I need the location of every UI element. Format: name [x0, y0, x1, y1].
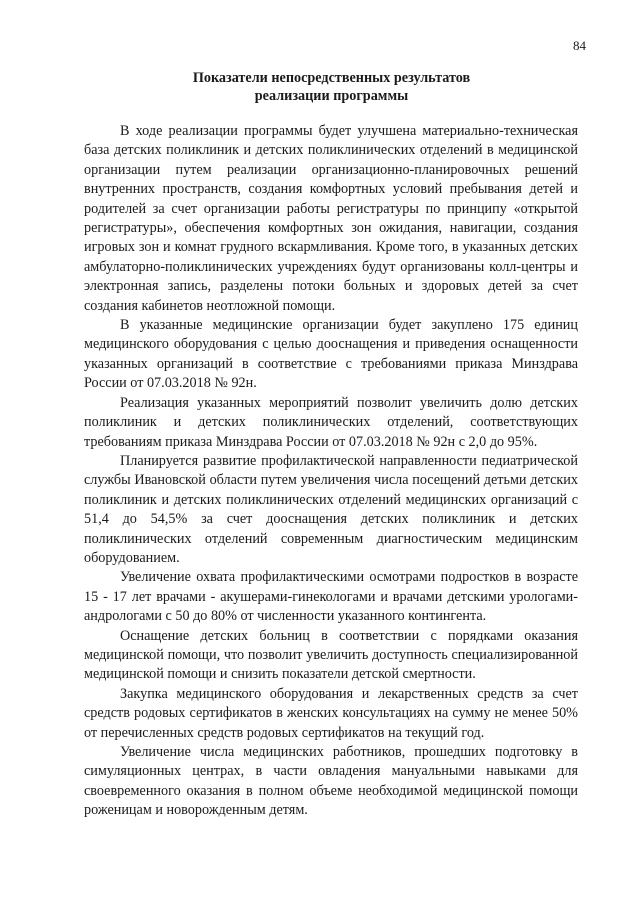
paragraph-hospital-equipment: Оснащение детских больниц в соответствии с порядками оказания медицинской помощи, что позволит увеличить доступность специализированной медицинской помощи и снизить показатели детской смертности.	[84, 627, 578, 683]
paragraph-compliance-share: Реализация указанных мероприятий позволит увеличить долю детских поликлиник и детских поликлинических отделений, соответствующих требованиям приказа Минздрава России от 07.03.2018 № 92н с 2,0 до 95%.	[84, 394, 578, 450]
paragraph-equipment-purchase: В указанные медицинские организации будет закуплено 175 единиц медицинского оборудования с целью дооснащения и приведения оснащенности указанных организаций в соответствие с требованиями приказа Минздрава России от 07.03.2018 № 92н.	[84, 317, 578, 392]
section-title-line-2: реализации программы	[254, 87, 409, 104]
paragraph-simulation-training: Увеличение числа медицинских работников, прошедших подготовку в симуляционных центрах, в части овладения мануальными навыками для своевременного оказания в полном объеме необходимой медицинской помощи роженицам и новорожденным детям.	[84, 744, 578, 819]
paragraph-birth-certificates: Закупка медицинского оборудования и лекарственных средств за счет средств родовых сертификатов в женских консультациях на сумму не менее 50% от перечисленных средств родовых сертификатов на текущий год.	[84, 685, 578, 741]
section-title-line-1: Показатели непосредственных результатов	[192, 70, 471, 86]
page-number: 84	[573, 38, 586, 53]
body-text	[84, 122, 578, 821]
paragraph-adolescent-screening: Увеличение охвата профилактическими осмотрами подростков в возрасте 15 - 17 лет врачами - акушерами-гинекологами и врачами детскими урологами-андрологами с 50 до 80% от численности указанного контингента.	[84, 569, 578, 625]
paragraph-preventive-visits: Планируется развитие профилактической направленности педиатрической службы Ивановской области путем увеличения числа посещений детьми детских поликлиник и детских поликлинических отделений медицинских организаций с 51,4 до 54,5% за счет дооснащения детских поликлиник и детских поликлинических отделений современным диагностическим медицинским оборудованием.	[84, 452, 578, 566]
paragraph-infrastructure: В ходе реализации программы будет улучшена материально-техническая база детских поликлиник и детских поликлинических отделений в медицинской организации путем реализации организационно-планировочных решений внутренних пространств, создания комфортных условий пребывания детей и родителей за счет организации работы регистратуры по принципу «открытой регистратуры», обеспечения комфортных зон ожидания, навигации, создания игровых зон и комнат грудного вскармливания. Кроме того, в указанных детских амбулаторно-поликлинических учреждениях будут организованы колл-центры и электронная запись, разделены потоки больных и здоровых детей за счет создания кабинетов неотложной помощи.	[84, 123, 578, 314]
section-title	[84, 70, 579, 105]
